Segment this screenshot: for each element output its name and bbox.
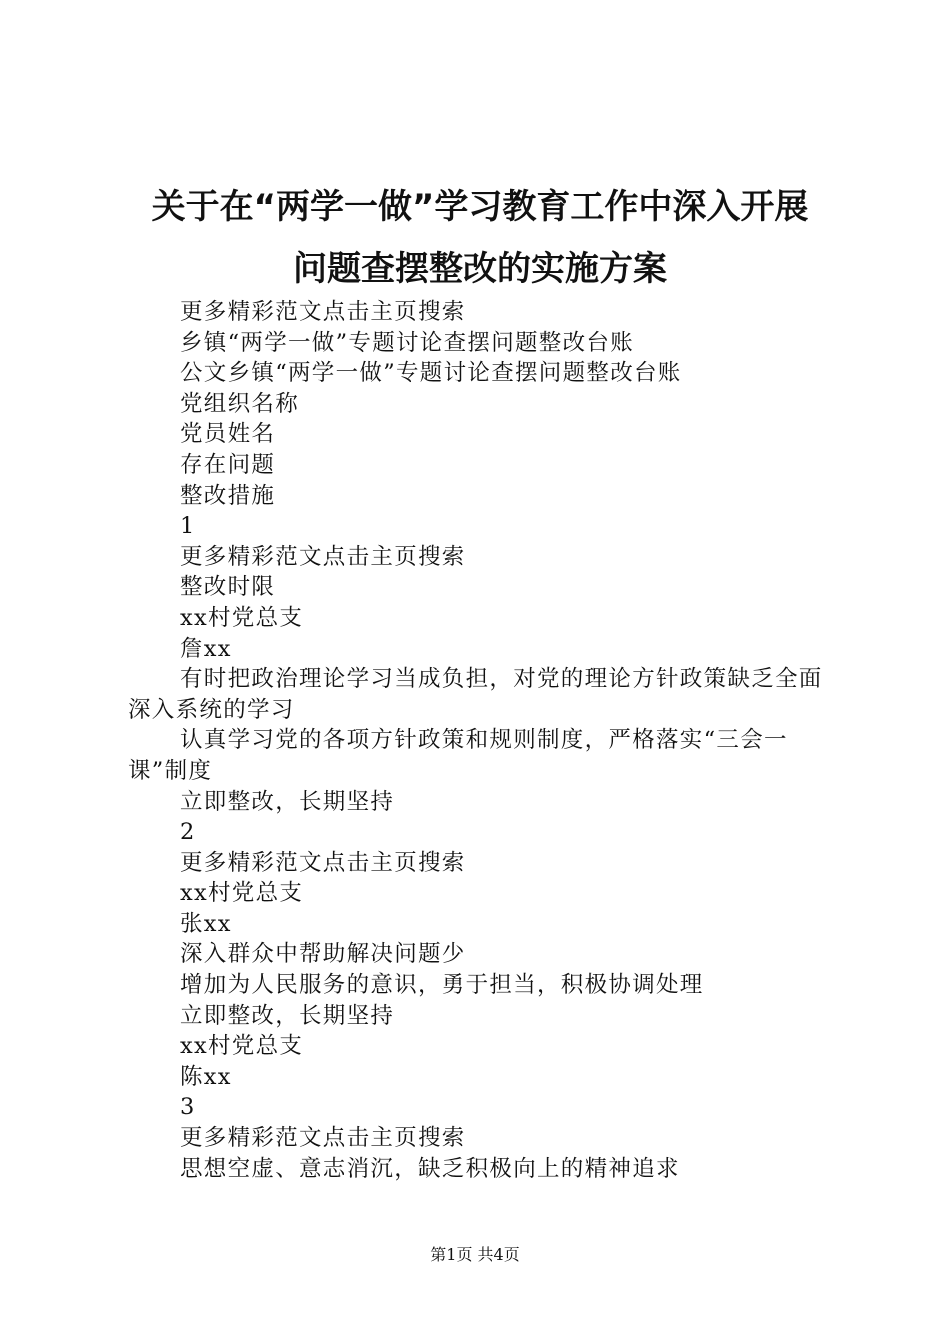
text-line: 增加为人民服务的意识，勇于担当，积极协调处理 (180, 972, 704, 999)
text-line: 深入群众中帮助解决问题少 (180, 941, 466, 968)
paragraph: 认真学习党的各项方针政策和规则制度，严格落实“三会一课”制度 (128, 727, 788, 784)
text-line: 更多精彩范文点击主页搜索 (180, 849, 466, 876)
text-line: 党员姓名 (180, 421, 276, 448)
paragraph: 有时把政治理论学习当成负担，对党的理论方针政策缺乏全面深入系统的学习 (128, 666, 823, 723)
text-line: 2 (180, 819, 196, 846)
text-line: 公文乡镇“两学一做”专题讨论查摆问题整改台账 (180, 360, 682, 387)
text-line: xx村党总支 (180, 1033, 304, 1060)
text-line: 存在问题 (180, 451, 276, 478)
text-line: 更多精彩范文点击主页搜索 (180, 1125, 466, 1152)
text-line: 立即整改，长期坚持 (180, 1002, 395, 1029)
text-line: xx村党总支 (180, 604, 304, 631)
text-line: 更多精彩范文点击主页搜索 (180, 543, 466, 570)
text-line: 乡镇“两学一做”专题讨论查摆问题整改台账 (180, 329, 635, 356)
text-line: 1 (180, 513, 196, 540)
document-body (128, 297, 833, 1184)
document-title-line-2: 问题查摆整改的实施方案 (293, 249, 667, 289)
page-footer: 第1页 共4页 (430, 1245, 520, 1264)
text-line: 党组织名称 (180, 390, 300, 417)
text-line: 陈xx (180, 1063, 232, 1090)
text-line: 更多精彩范文点击主页搜索 (180, 299, 466, 325)
text-line: 思想空虚、意志消沉，缺乏积极向上的精神追求 (180, 1155, 680, 1182)
text-line: 整改措施 (180, 482, 276, 509)
text-line: 3 (180, 1094, 196, 1121)
text-line: 整改时限 (180, 574, 276, 601)
text-line: 詹xx (180, 635, 232, 662)
text-line: 立即整改，长期坚持 (180, 788, 395, 815)
text-line: 张xx (180, 910, 232, 937)
document-title-line-1: 关于在“两学一做”学习教育工作中深入开展 (151, 187, 809, 227)
text-line: xx村党总支 (180, 880, 304, 907)
